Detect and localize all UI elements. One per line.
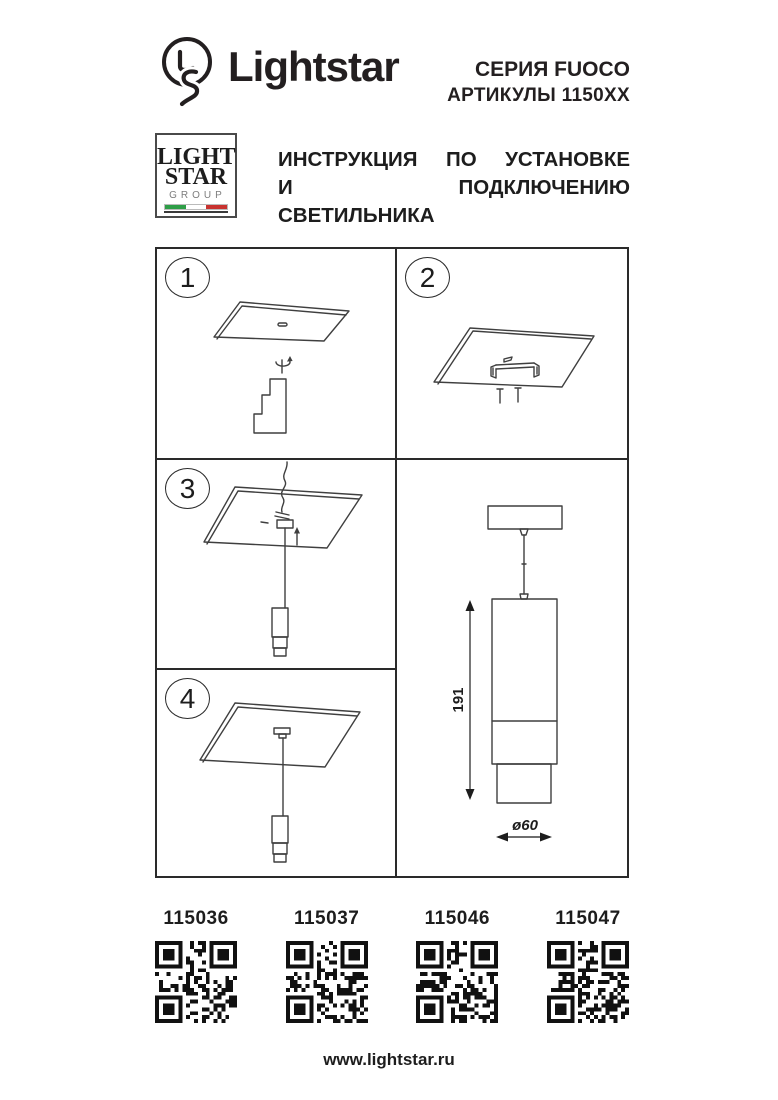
title-line-1: ИНСТРУКЦИЯ ПО УСТАНОВКЕ [278,148,630,171]
series-info [447,56,630,108]
step-2-number: 2 [405,257,450,298]
badge-star: STAR [164,164,228,190]
qr-code [547,941,629,1023]
step-4-panel [157,670,395,876]
article-code: 115047 [555,908,621,929]
flag-red [206,205,227,209]
dimension-diagram [397,460,627,876]
diameter-dimension-label: ø60 [512,817,538,834]
step-4-number: 4 [165,678,210,719]
article-115037 [284,908,370,1023]
website-url: www.lightstar.ru [323,1050,455,1069]
qr-code [286,941,368,1023]
title-line-2: И ПОДКЛЮЧЕНИЮ СВЕТИЛЬНИКА [278,176,630,227]
flag-underline [164,211,228,213]
qr-code [416,941,498,1023]
document-title [278,146,630,230]
article-code: 115046 [424,908,490,929]
step-2-panel [397,249,627,458]
instruction-grid [155,247,629,878]
step-1-panel [157,249,395,458]
qr-code [155,941,237,1023]
article-115036 [153,908,239,1023]
height-dimension-label: 191 [450,687,467,713]
badge-group: GROUP [169,190,226,201]
lightstar-logo [158,32,399,116]
italian-flag-stripe [164,204,228,210]
series-name: СЕРИЯ FUOCO [474,58,630,81]
article-115046 [414,908,500,1023]
dimension-panel [397,460,627,876]
badge-light: LIGHT [157,144,236,170]
lightstar-group-badge [155,133,237,218]
lightbulb-icon [158,32,220,116]
step-3-number: 3 [165,468,210,509]
article-code: 115037 [293,908,360,929]
article-code: 115036 [163,908,229,929]
step-3-panel [157,460,395,668]
articles-row [153,908,631,1023]
brand-wordmark: Lightstar [228,43,399,90]
flag-white [186,205,207,209]
flag-green [165,205,186,209]
step-1-number: 1 [165,257,210,298]
series-articles: АРТИКУЛЫ 1150XX [447,85,630,106]
article-115047 [545,908,631,1023]
